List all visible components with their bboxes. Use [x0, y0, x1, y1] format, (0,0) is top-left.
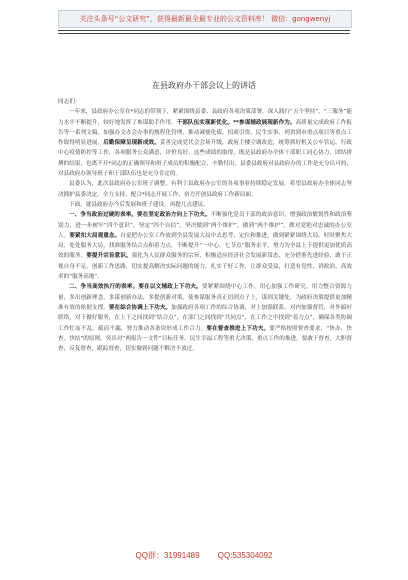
header-rule-bottom	[58, 33, 350, 34]
body-text: 县委认为，此次县政府办公室班子调整，有利于县政府办公室的各项事业持续稳定发展。希望县政府办全体同志坚决拥护县委决定，全力支持、配合*同志开展工作，奋力开创县政府工作新局面。	[58, 181, 352, 198]
paragraph	[58, 107, 352, 179]
bold-heading-text: 要紧扣大局观重念。	[69, 232, 121, 239]
bold-heading-text: 要提升宗旨意识。	[86, 253, 132, 260]
bold-heading-text: 要在综合协调上下功夫。	[108, 304, 172, 311]
document-body	[58, 97, 352, 354]
body-text: 高质量完成政府工作报告等一系列文稿，加强办文办会办事的规程化管理，推动减便化债、招商引资、民生实事、列省到市重点项目等重点工作取得明显进展，	[58, 119, 352, 147]
body-text: 强化为人民群众服务的宗旨，积极适应经济社会发展新常态，充分借鉴先进经验，敢于正视自身不足，创新工作思路，切实提高解决实际问题的能力，扎实干好工作，让群众受益，打造有党性、讲政治、高效率的“服务高地”。	[58, 253, 352, 281]
bold-heading-text: 后勤保障呈现新成效。	[103, 140, 160, 147]
footer-qq-group: QQ群：31991489	[135, 551, 200, 560]
body-text: 自觉把办公室工作放到全县发展大局中去思考，定位和推进，做到紧紧围绕大局、时时聚焦大局、处处服务大局，找准服务结合点和着力点，不断提升“一中心、七节点”服务水平，努力为全县上下提供更加优质高效的服务。	[58, 232, 352, 260]
paragraph-list	[58, 107, 352, 354]
bold-heading-text: 二、争当高效执行的表率。要在以文辅政上下功夫。	[69, 284, 202, 291]
body-text: 妥善完成党代会会场升级，政府主楼空调改造，统筹抓好机关公车管运、行政中心疫情防控等工作，各项服务公众满意，评价良好。这些成绩的取得，既是县政府办全体干部职工同心协力、团结拼搏的结果，也离不开*同志的正确领导和班子成员的积极配合、辛勤付出。县委县政府对县政府办的工作是充分认可的，对县政府办领导班子和干部队伍也是充分肯定的。	[58, 140, 352, 178]
promo-banner: 关注头条号“公文研究”，获得最新最全最专业的公文资料库！ 微信：gongwenyj	[58, 10, 352, 28]
paragraph	[58, 179, 352, 200]
bold-heading-text: 要在督查推进上下功夫。	[206, 325, 270, 332]
paragraph	[58, 210, 352, 282]
body-text: 要紧紧围绕中心工作，用心加强工作研究，用力整合资源力量，多出创新理念，多谋创新办法，多提创新对策，使参谋服务真正切到点子上，谋到关键处，为政府决策提供更加精准有效的依据支撑。	[58, 284, 352, 311]
header-rule-top	[58, 30, 350, 31]
bold-heading-text: 一、争当政治过硬的表率。要在坚定政治方向上下功夫。	[69, 212, 211, 219]
body-text: 不断强化党员干部的政治意识，增强政治敏锐性和政治鉴别力，进一步树牢“四个意识”，坚定“四个自信”，坚决做到“两个维护”，做到“两个维护”，做对党绝对忠诚的办公室人。	[58, 212, 352, 239]
body-text: 要严格按照督查要求，“快办、快查、快结”的原则，突出对“两报告一文件”目标任务、民生幸福工程等重大决策、重点工作的推进，要敢于督查，大胆督查，反复督查，跟踪督查，切实做到问题不解决不放过，	[58, 325, 352, 353]
body-text: 一年来，县政府办公室在*同志的带领下，紧紧围绕县委、县政府各项决策部署，深入践行“五个坚持”、“三服务”能力水平不断提升，较好地发挥了参谋助手作用。	[58, 109, 352, 126]
bold-heading-text: 干部队伍实现新优化。**参谋辅政展现新作为。	[176, 119, 296, 126]
footer-contact	[0, 550, 408, 561]
body-text: 加强政府各项工作的综合协调，对上加强联系，对内加强督管，对外搞好联络，对下做好服务，在上下之间找到“结合点”，在部门之间找到“共同点”，在工作之中找到“着力点”，确保各类协调工作忙而不乱、疏而不漏，努力推动各条块形成工作合力。	[58, 304, 352, 332]
salutation: 同志们：	[58, 99, 81, 105]
paragraph	[58, 282, 352, 354]
body-text: 下面，就县政府办今后发展和班子建设，再提几点建议。	[69, 201, 209, 208]
document-title: 在县政府办干部会议上的讲话	[152, 81, 256, 90]
footer-qq: QQ:535304092	[217, 551, 273, 560]
paragraph	[58, 200, 352, 210]
